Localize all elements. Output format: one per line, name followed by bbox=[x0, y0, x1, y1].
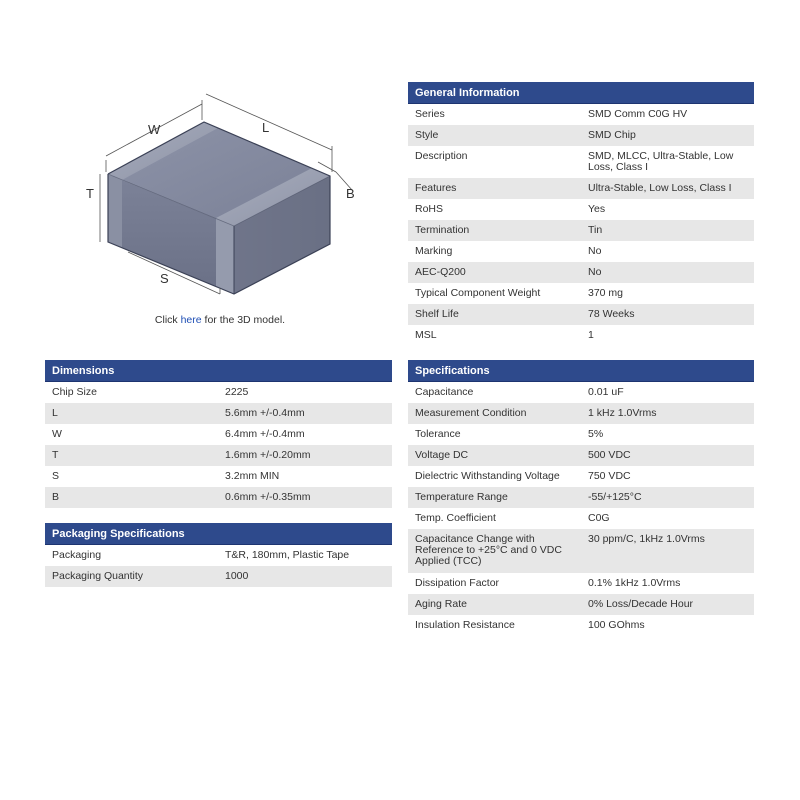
packaging-row-label: Packaging bbox=[52, 549, 102, 561]
specifications-row-label: Temperature Range bbox=[415, 491, 508, 503]
specifications-row bbox=[408, 573, 754, 594]
specifications-row-value: -55/+125°C bbox=[588, 491, 642, 503]
model-caption bbox=[60, 314, 380, 326]
specifications-row bbox=[408, 508, 754, 529]
general-row-value: SMD Comm C0G HV bbox=[588, 108, 688, 120]
dim-label-b: B bbox=[346, 186, 355, 201]
specifications-row-label: Capacitance Change with Reference to +25°C and 0 VDC Applied (TCC) bbox=[415, 533, 562, 567]
general-row bbox=[408, 178, 754, 199]
specifications-row-label: Aging Rate bbox=[415, 598, 467, 610]
specifications-row bbox=[408, 382, 754, 403]
general-row-label: Marking bbox=[415, 245, 453, 257]
dimensions-row-value: 6.4mm +/-0.4mm bbox=[225, 428, 305, 440]
specifications-row bbox=[408, 424, 754, 445]
dimensions-row-value: 1.6mm +/-0.20mm bbox=[225, 449, 311, 461]
general-row-value: No bbox=[588, 266, 602, 278]
dimensions-row-label: Chip Size bbox=[52, 386, 97, 398]
general-row-label: Shelf Life bbox=[415, 308, 459, 320]
specifications-row bbox=[408, 529, 754, 573]
dimensions-row-value: 0.6mm +/-0.35mm bbox=[225, 491, 311, 503]
dimensions-header: Dimensions bbox=[45, 360, 392, 382]
dimensions-row bbox=[45, 445, 392, 466]
dimensions-row-label: S bbox=[52, 470, 60, 482]
dimensions-row bbox=[45, 487, 392, 508]
3d-model-link[interactable]: here bbox=[180, 314, 202, 326]
general-row bbox=[408, 241, 754, 262]
general-row bbox=[408, 104, 754, 125]
general-row-label: Series bbox=[415, 108, 445, 120]
specifications-row-label: Voltage DC bbox=[415, 449, 469, 461]
specifications-row-value: 750 VDC bbox=[588, 470, 631, 482]
general-row-label: RoHS bbox=[415, 203, 444, 215]
general-row bbox=[408, 146, 754, 178]
packaging-row bbox=[45, 566, 392, 587]
dimensions-row-value: 2225 bbox=[225, 386, 249, 398]
general-row-value: 370 mg bbox=[588, 287, 624, 299]
general-row-value: Yes bbox=[588, 203, 606, 215]
specifications-row-value: 100 GOhms bbox=[588, 619, 645, 631]
specifications-row bbox=[408, 466, 754, 487]
general-row-value: No bbox=[588, 245, 602, 257]
general-row-value: SMD, MLCC, Ultra-Stable, Low Loss, Class I bbox=[588, 150, 734, 173]
dimensions-row-value: 5.6mm +/-0.4mm bbox=[225, 407, 305, 419]
packaging-specifications-header: Packaging Specifications bbox=[45, 523, 392, 545]
general-row bbox=[408, 199, 754, 220]
dimensions-row-value: 3.2mm MIN bbox=[225, 470, 280, 482]
specifications-row-value: 1 kHz 1.0Vrms bbox=[588, 407, 657, 419]
general-row bbox=[408, 262, 754, 283]
general-information-panel bbox=[408, 82, 754, 346]
dimensions-row-label: L bbox=[52, 407, 58, 419]
packaging-row-value: T&R, 180mm, Plastic Tape bbox=[225, 549, 350, 561]
specifications-row-value: 0.1% 1kHz 1.0Vrms bbox=[588, 577, 681, 589]
general-row-label: Typical Component Weight bbox=[415, 287, 541, 299]
dimensions-row bbox=[45, 466, 392, 487]
packaging-specifications-panel bbox=[45, 523, 392, 587]
general-information-header: General Information bbox=[408, 82, 754, 104]
packaging-row bbox=[45, 545, 392, 566]
specifications-row bbox=[408, 487, 754, 508]
dimensions-row bbox=[45, 424, 392, 445]
general-row bbox=[408, 304, 754, 325]
specifications-row bbox=[408, 403, 754, 424]
general-row-value: 78 Weeks bbox=[588, 308, 635, 320]
general-row-label: AEC-Q200 bbox=[415, 266, 466, 278]
dimensions-row-label: B bbox=[52, 491, 60, 503]
dim-label-l: L bbox=[262, 120, 270, 135]
specifications-row-value: C0G bbox=[588, 512, 610, 524]
specifications-row-value: 0% Loss/Decade Hour bbox=[588, 598, 694, 610]
specifications-panel bbox=[408, 360, 754, 636]
specifications-row-value: 30 ppm/C, 1kHz 1.0Vrms bbox=[588, 533, 705, 545]
specifications-row-label: Insulation Resistance bbox=[415, 619, 515, 631]
general-row-value: SMD Chip bbox=[588, 129, 636, 141]
general-row-label: MSL bbox=[415, 329, 437, 341]
specifications-row-label: Dissipation Factor bbox=[415, 577, 500, 589]
general-row bbox=[408, 125, 754, 146]
general-row bbox=[408, 325, 754, 346]
dimensions-panel bbox=[45, 360, 392, 508]
dim-label-w: W bbox=[148, 122, 161, 137]
general-row-label: Features bbox=[415, 182, 457, 194]
dim-label-t: T bbox=[86, 186, 94, 201]
dimensions-row-label: W bbox=[52, 428, 62, 440]
specifications-row-label: Tolerance bbox=[415, 428, 461, 440]
packaging-row-label: Packaging Quantity bbox=[52, 570, 144, 582]
packaging-row-value: 1000 bbox=[225, 570, 249, 582]
dimensions-row-label: T bbox=[52, 449, 59, 461]
general-row-value: Tin bbox=[588, 224, 603, 236]
specifications-row-value: 5% bbox=[588, 428, 604, 440]
dimensions-row bbox=[45, 403, 392, 424]
general-row-label: Style bbox=[415, 129, 439, 141]
specifications-row-label: Temp. Coefficient bbox=[415, 512, 496, 524]
caption-prefix: Click bbox=[154, 314, 181, 326]
dim-label-s: S bbox=[160, 271, 169, 286]
general-row-value: 1 bbox=[588, 329, 594, 341]
specifications-header: Specifications bbox=[408, 360, 754, 382]
specifications-row-label: Dielectric Withstanding Voltage bbox=[415, 470, 560, 482]
specifications-row-label: Capacitance bbox=[415, 386, 474, 398]
general-row bbox=[408, 220, 754, 241]
general-row-label: Description bbox=[415, 150, 468, 162]
specifications-row bbox=[408, 445, 754, 466]
general-row-label: Termination bbox=[415, 224, 470, 236]
general-row bbox=[408, 283, 754, 304]
chip-3d-illustration bbox=[40, 80, 380, 340]
caption-suffix: for the 3D model. bbox=[201, 314, 286, 326]
specifications-row-label: Measurement Condition bbox=[415, 407, 527, 419]
specifications-row-value: 500 VDC bbox=[588, 449, 631, 461]
specifications-row bbox=[408, 615, 754, 636]
dimensions-row bbox=[45, 382, 392, 403]
general-row-value: Ultra-Stable, Low Loss, Class I bbox=[588, 182, 732, 194]
specifications-row-value: 0.01 uF bbox=[588, 386, 624, 398]
specifications-row bbox=[408, 594, 754, 615]
